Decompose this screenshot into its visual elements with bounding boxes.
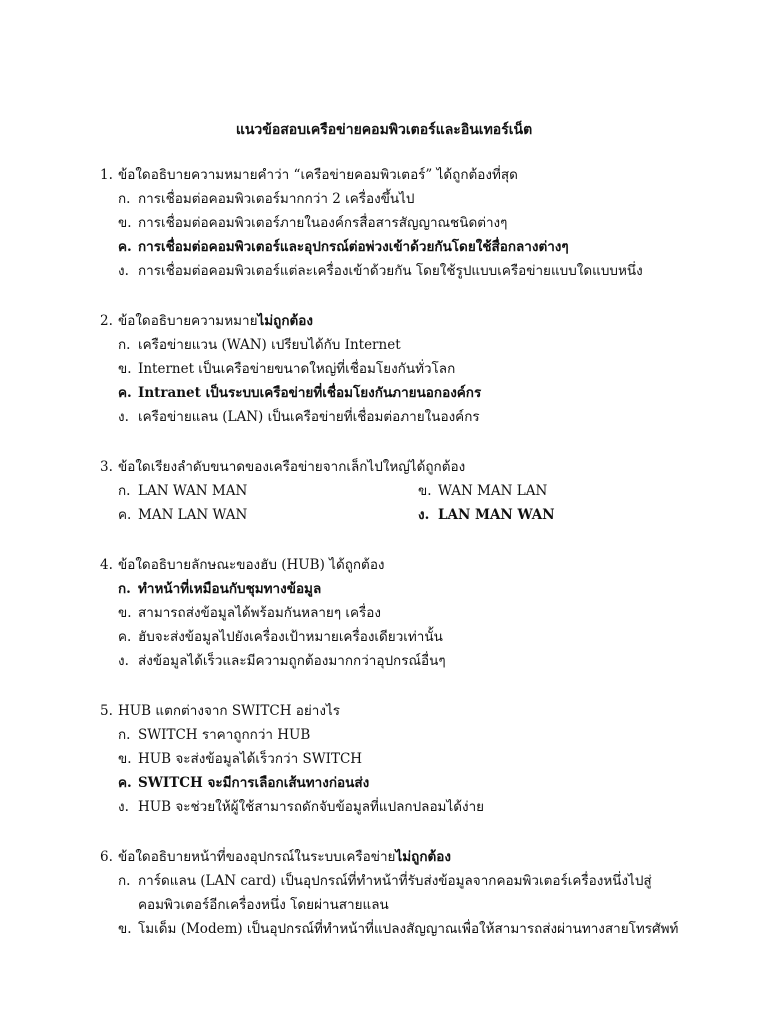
- option-key: ข.: [118, 605, 132, 621]
- option-a-continuation: คอมพิวเตอร์อีกเครื่องหนึ่ง โดยผ่านสายแลน: [138, 897, 389, 913]
- option-text: Intranet เป็นระบบเครือข่ายที่เชื่อมโยงกันภายนอกองค์กร: [138, 385, 482, 401]
- option-key: ก.: [118, 727, 131, 743]
- option-text: LAN WAN MAN: [138, 483, 248, 499]
- option-key: ง.: [418, 507, 430, 523]
- option-a: [100, 333, 728, 357]
- option-key: ง.: [118, 263, 129, 279]
- option-text: การเชื่อมต่อคอมพิวเตอร์และอุปกรณ์ต่อพ่วงเข้าด้วยกันโดยใช้สื่อกลางต่างๆ: [138, 239, 569, 255]
- question-number: 2.: [100, 313, 113, 329]
- question-1: [100, 163, 728, 283]
- option-text: SWITCH ราคาถูกกว่า HUB: [138, 727, 311, 743]
- question-2: [100, 309, 728, 429]
- option-text: โมเด็ม (Modem) เป็นอุปกรณ์ที่ทำหน้าที่แปลงสัญญาณเพื่อให้สามารถส่งผ่านทางสายโทรศัพท์: [138, 921, 679, 937]
- option-row: [100, 503, 728, 527]
- option-text: ส่งข้อมูลได้เร็วและมีความถูกต้องมากกว่าอุปกรณ์อื่นๆ: [138, 653, 446, 669]
- option-key: ค.: [118, 507, 132, 523]
- option-key: ข.: [118, 921, 132, 937]
- question-emphasis: ไม่ถูกต้อง: [257, 313, 313, 329]
- option-b: [418, 479, 547, 503]
- question-number: 5.: [100, 703, 113, 719]
- option-row: [100, 479, 728, 503]
- option-c-answer: [100, 381, 728, 405]
- option-key: ค.: [118, 239, 132, 255]
- question-text: ข้อใดอธิบายลักษณะของฮับ (HUB) ได้ถูกต้อง: [118, 557, 385, 573]
- option-text: ทำหน้าที่เหมือนกับชุมทางข้อมูล: [138, 581, 322, 597]
- question-text: ข้อใดอธิบายความหมายคำว่า “เครือข่ายคอมพิวเตอร์” ได้ถูกต้องที่สุด: [118, 167, 518, 183]
- option-b: [100, 211, 728, 235]
- option-key: ก.: [118, 337, 131, 353]
- option-text: การ์ดแลน (LAN card) เป็นอุปกรณ์ที่ทำหน้าที่รับส่งข้อมูลจากคอมพิวเตอร์เครื่องหนึ่งไปสู่: [138, 873, 652, 889]
- option-a: [118, 479, 247, 503]
- option-a: [100, 187, 728, 211]
- option-key: ค.: [118, 629, 132, 645]
- option-text: MAN LAN WAN: [138, 507, 248, 523]
- option-key: ง.: [118, 799, 129, 815]
- question-number: 4.: [100, 557, 113, 573]
- option-text: HUB จะส่งข้อมูลได้เร็วกว่า SWITCH: [138, 751, 363, 767]
- option-text: Internet เป็นเครือข่ายขนาดใหญ่ที่เชื่อมโยงกันทั่วโลก: [138, 361, 456, 377]
- option-key: ข.: [418, 483, 432, 499]
- question-3: [100, 455, 728, 527]
- option-c-answer: [100, 771, 728, 795]
- option-key: ก.: [118, 581, 131, 597]
- option-text: เครือข่ายแลน (LAN) เป็นเครือข่ายที่เชื่อมต่อภายในองค์กร: [138, 409, 480, 425]
- option-c-answer: [100, 235, 728, 259]
- question-text: ข้อใดเรียงลำดับขนาดของเครือข่ายจากเล็กไปใหญ่ได้ถูกต้อง: [118, 459, 466, 475]
- question-text: HUB แตกต่างจาก SWITCH อย่างไร: [118, 703, 340, 719]
- option-text: WAN MAN LAN: [438, 483, 548, 499]
- question-stem: [100, 309, 728, 333]
- question-4: [100, 553, 728, 673]
- question-text: ข้อใดอธิบายความหมาย: [118, 313, 258, 329]
- option-c: [100, 625, 728, 649]
- option-a: [100, 723, 728, 747]
- option-d: [100, 405, 728, 429]
- question-6: [100, 845, 728, 941]
- question-stem: [100, 699, 728, 723]
- question-stem: [100, 455, 728, 479]
- option-key: ข.: [118, 751, 132, 767]
- option-d: [100, 649, 728, 673]
- option-b: [100, 917, 728, 941]
- option-text: ฮับจะส่งข้อมูลไปยังเครื่องเป้าหมายเครื่องเดียวเท่านั้น: [138, 629, 443, 645]
- option-text: HUB จะช่วยให้ผู้ใช้สามารถดักจับข้อมูลที่แปลกปลอมได้ง่าย: [138, 799, 485, 815]
- option-text: การเชื่อมต่อคอมพิวเตอร์มากกว่า 2 เครื่องขึ้นไป: [138, 191, 415, 207]
- question-stem: [100, 553, 728, 577]
- question-stem: [100, 845, 728, 869]
- question-5: [100, 699, 728, 819]
- option-a-answer: [100, 577, 728, 601]
- option-text: สามารถส่งข้อมูลได้พร้อมกันหลายๆ เครื่อง: [138, 605, 381, 621]
- option-key: ข.: [118, 215, 132, 231]
- option-b: [100, 747, 728, 771]
- question-number: 1.: [100, 167, 113, 183]
- option-b: [100, 601, 728, 625]
- question-text: ข้อใดอธิบายหน้าที่ของอุปกรณ์ในระบบเครือข่าย: [118, 849, 396, 865]
- option-d: [100, 259, 728, 283]
- option-text: การเชื่อมต่อคอมพิวเตอร์ภายในองค์กรสื่อสารสัญญาณชนิดต่างๆ: [138, 215, 508, 231]
- question-number: 3.: [100, 459, 113, 475]
- option-text: เครือข่ายแวน (WAN) เปรียบได้กับ Internet: [138, 337, 401, 353]
- question-stem: [100, 163, 728, 187]
- option-d-answer: [418, 503, 555, 527]
- option-key: ก.: [118, 483, 131, 499]
- page-title: แนวข้อสอบเครือข่ายคอมพิวเตอร์และอินเทอร์เน็ต: [235, 122, 533, 138]
- option-a: [100, 869, 728, 893]
- option-d: [100, 795, 728, 819]
- option-key: ก.: [118, 873, 131, 889]
- question-emphasis: ไม่ถูกต้อง: [395, 849, 451, 865]
- option-text: การเชื่อมต่อคอมพิวเตอร์แต่ละเครื่องเข้าด้วยกัน โดยใช้รูปแบบเครือข่ายแบบใดแบบหนึ่ง: [138, 263, 643, 279]
- option-key: ง.: [118, 409, 129, 425]
- option-key: ก.: [118, 191, 131, 207]
- option-key: ค.: [118, 385, 132, 401]
- option-text: LAN MAN WAN: [438, 507, 555, 523]
- option-c: [118, 503, 247, 527]
- question-number: 6.: [100, 849, 113, 865]
- option-text: SWITCH จะมีการเลือกเส้นทางก่อนส่ง: [138, 775, 370, 791]
- option-key: ข.: [118, 361, 132, 377]
- option-key: ง.: [118, 653, 129, 669]
- option-key: ค.: [118, 775, 132, 791]
- option-b: [100, 357, 728, 381]
